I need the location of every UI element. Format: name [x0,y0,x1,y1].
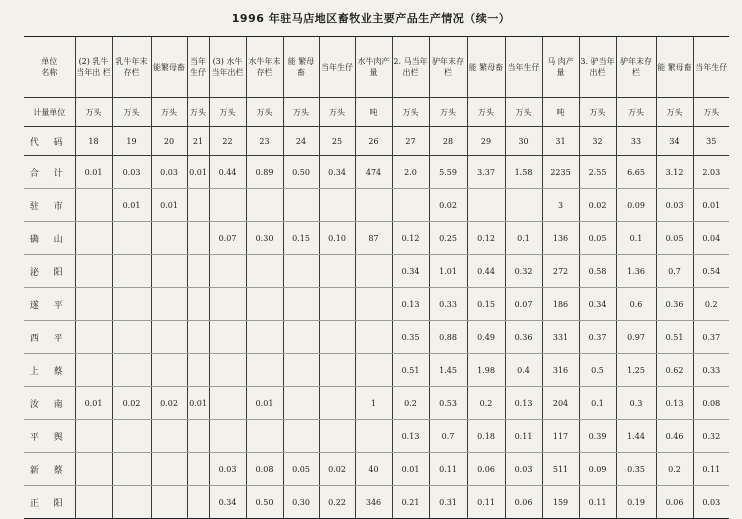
table-cell: 0.4 [505,354,542,387]
row-region-name: 西 平 [24,321,75,354]
table-cell: 0.35 [392,321,429,354]
table-cell [112,486,151,519]
table-cell [319,420,355,453]
code-label: 代 码 [24,127,75,156]
table-cell: 474 [355,156,392,189]
table-row [24,387,729,420]
table-cell [467,189,505,222]
table-cell: 2.0 [392,156,429,189]
table-cell: 0.36 [505,321,542,354]
table-body [24,37,729,519]
table-cell: 0.34 [209,486,246,519]
table-cell: 0.06 [505,486,542,519]
table-cell [75,321,112,354]
table-cell: 0.07 [505,288,542,321]
unit-cell: 万头 [209,98,246,127]
table-cell [187,321,209,354]
table-cell: 0.62 [656,354,693,387]
table-cell [151,255,187,288]
table-cell: 0.88 [429,321,467,354]
table-row [24,156,729,189]
table-cell: 3.12 [656,156,693,189]
table-row [24,222,729,255]
table-cell [283,387,319,420]
table-cell: 0.34 [579,288,616,321]
table-cell: 0.7 [429,420,467,453]
table-cell [355,288,392,321]
code-cell: 32 [579,127,616,156]
table-cell: 0.09 [579,453,616,486]
unit-cell: 吨 [355,98,392,127]
table-cell: 0.02 [151,387,187,420]
table-cell: 0.13 [392,420,429,453]
table-cell: 0.46 [656,420,693,453]
table-cell [75,453,112,486]
code-cell: 35 [693,127,729,156]
table-cell [209,321,246,354]
table-row [24,189,729,222]
table-cell [75,255,112,288]
table-row [24,255,729,288]
code-cell: 20 [151,127,187,156]
table-cell: 0.21 [392,486,429,519]
table-cell: 0.54 [693,255,729,288]
table-row [24,420,729,453]
table-row [24,354,729,387]
table-cell: 0.15 [467,288,505,321]
table-cell [151,222,187,255]
table-cell: 346 [355,486,392,519]
table-cell: 0.08 [246,453,283,486]
table-cell [151,321,187,354]
table-cell: 0.35 [616,453,656,486]
row-region-name: 确 山 [24,222,75,255]
table-cell [112,222,151,255]
table-cell: 0.44 [467,255,505,288]
table-cell [246,321,283,354]
table-cell [187,354,209,387]
code-cell: 33 [616,127,656,156]
table-cell [319,387,355,420]
table-cell: 0.2 [656,453,693,486]
table-cell: 0.11 [467,486,505,519]
code-cell: 18 [75,127,112,156]
table-cell: 0.11 [505,420,542,453]
table-row [24,288,729,321]
column-header: (3) 水牛当年出栏 [209,37,246,98]
livestock-production-table [24,36,729,519]
column-header: 能 繁母畜 [656,37,693,98]
table-cell [151,288,187,321]
table-cell [355,420,392,453]
table-cell: 2235 [542,156,579,189]
table-cell: 0.39 [579,420,616,453]
table-cell: 0.12 [392,222,429,255]
code-cell: 31 [542,127,579,156]
table-cell: 3 [542,189,579,222]
table-cell: 0.01 [112,189,151,222]
table-cell: 117 [542,420,579,453]
table-cell [283,189,319,222]
unit-cell: 万头 [579,98,616,127]
unit-row [24,98,729,127]
table-cell: 0.5 [579,354,616,387]
table-cell: 0.36 [656,288,693,321]
table-cell [283,354,319,387]
row-region-name: 正 阳 [24,486,75,519]
code-cell: 27 [392,127,429,156]
table-cell: 0.02 [319,453,355,486]
table-cell [209,420,246,453]
column-header: 当年生仔 [319,37,355,98]
unit-cell: 万头 [656,98,693,127]
row-region-name: 泌 阳 [24,255,75,288]
table-cell: 0.51 [392,354,429,387]
table-cell [246,288,283,321]
code-cell: 34 [656,127,693,156]
table-cell: 0.10 [319,222,355,255]
table-cell: 0.15 [283,222,319,255]
table-cell [319,354,355,387]
table-cell: 0.07 [209,222,246,255]
table-cell [75,486,112,519]
table-cell [392,189,429,222]
column-header: 乳牛年末存栏 [112,37,151,98]
unit-cell: 万头 [246,98,283,127]
table-cell [246,255,283,288]
table-cell: 1.36 [616,255,656,288]
table-cell [355,189,392,222]
table-cell [112,420,151,453]
table-cell [246,354,283,387]
table-cell: 0.13 [505,387,542,420]
table-cell: 0.1 [579,387,616,420]
column-header: 驴年末存 栏 [429,37,467,98]
row-region-name: 汝 南 [24,387,75,420]
table-cell: 0.01 [151,189,187,222]
table-cell: 0.2 [392,387,429,420]
column-header: 当年生仔 [187,37,209,98]
table-cell: 0.37 [693,321,729,354]
column-header: 2. 马当年出栏 [392,37,429,98]
row-region-name: 新 蔡 [24,453,75,486]
table-cell [246,420,283,453]
table-cell: 0.25 [429,222,467,255]
table-cell: 0.01 [246,387,283,420]
table-cell: 0.2 [467,387,505,420]
table-cell: 0.12 [467,222,505,255]
table-cell [187,486,209,519]
column-header: 当年生仔 [505,37,542,98]
table-cell [112,255,151,288]
table-cell: 2.55 [579,156,616,189]
column-header: 水牛年末存栏 [246,37,283,98]
table-cell: 0.32 [693,420,729,453]
table-cell: 0.13 [392,288,429,321]
table-cell: 0.03 [656,189,693,222]
table-cell: 0.04 [693,222,729,255]
unit-cell: 万头 [505,98,542,127]
table-cell: 0.03 [209,453,246,486]
table-cell: 1.45 [429,354,467,387]
table-cell: 0.01 [75,156,112,189]
table-cell [75,354,112,387]
table-cell: 0.97 [616,321,656,354]
table-cell [283,420,319,453]
table-cell: 5.59 [429,156,467,189]
table-cell: 0.13 [656,387,693,420]
table-cell: 0.89 [246,156,283,189]
table-cell: 331 [542,321,579,354]
table-cell: 0.02 [579,189,616,222]
table-cell: 1 [355,387,392,420]
table-cell: 0.49 [467,321,505,354]
table-cell [112,321,151,354]
table-cell [75,189,112,222]
table-cell: 0.01 [187,387,209,420]
table-cell: 0.01 [693,189,729,222]
table-cell: 0.22 [319,486,355,519]
code-cell: 23 [246,127,283,156]
unit-cell: 吨 [542,98,579,127]
table-cell [187,453,209,486]
table-cell: 0.06 [467,453,505,486]
unit-cell: 万头 [112,98,151,127]
table-cell: 272 [542,255,579,288]
table-cell: 1.58 [505,156,542,189]
table-cell: 511 [542,453,579,486]
table-cell: 0.18 [467,420,505,453]
code-cell: 29 [467,127,505,156]
table-cell: 1.01 [429,255,467,288]
unit-cell: 万头 [467,98,505,127]
unit-cell: 万头 [392,98,429,127]
table-cell: 0.34 [319,156,355,189]
table-cell: 0.02 [429,189,467,222]
table-cell: 0.01 [75,387,112,420]
table-cell: 0.19 [616,486,656,519]
table-cell: 0.01 [187,156,209,189]
row-region-name: 合 计 [24,156,75,189]
table-cell [283,321,319,354]
table-row [24,321,729,354]
table-cell: 186 [542,288,579,321]
table-cell [319,189,355,222]
table-cell [151,420,187,453]
unit-cell: 万头 [187,98,209,127]
table-cell: 204 [542,387,579,420]
table-cell: 0.32 [505,255,542,288]
table-cell [283,255,319,288]
table-cell [187,189,209,222]
table-cell: 0.6 [616,288,656,321]
table-cell: 0.1 [505,222,542,255]
table-cell [151,486,187,519]
row-region-name: 平 舆 [24,420,75,453]
unit-cell: 万头 [151,98,187,127]
table-cell: 0.1 [616,222,656,255]
table-cell: 0.06 [656,486,693,519]
table-cell [319,321,355,354]
column-header: 水牛肉产 量 [355,37,392,98]
table-cell: 159 [542,486,579,519]
table-cell: 0.30 [283,486,319,519]
table-cell [112,288,151,321]
table-cell [355,321,392,354]
table-cell [246,189,283,222]
table-cell [209,387,246,420]
table-cell [209,255,246,288]
table-row [24,453,729,486]
table-cell: 0.05 [283,453,319,486]
table-cell: 0.33 [693,354,729,387]
table-cell [505,189,542,222]
table-cell: 1.44 [616,420,656,453]
code-cell: 28 [429,127,467,156]
table-cell: 316 [542,354,579,387]
table-cell: 0.02 [112,387,151,420]
table-cell: 1.25 [616,354,656,387]
table-cell: 0.03 [505,453,542,486]
code-cell: 22 [209,127,246,156]
table-cell: 136 [542,222,579,255]
table-cell: 0.31 [429,486,467,519]
table-cell: 0.03 [112,156,151,189]
table-cell: 0.58 [579,255,616,288]
table-cell [75,420,112,453]
table-cell [209,288,246,321]
table-cell [187,222,209,255]
table-cell: 0.11 [429,453,467,486]
table-cell: 0.7 [656,255,693,288]
table-cell: 87 [355,222,392,255]
code-cell: 25 [319,127,355,156]
code-cell: 21 [187,127,209,156]
table-cell: 0.50 [283,156,319,189]
table-cell [112,354,151,387]
table-cell [355,255,392,288]
table-cell: 0.33 [429,288,467,321]
table-cell: 0.50 [246,486,283,519]
column-header: 3. 驴当年出栏 [579,37,616,98]
table-cell: 1.98 [467,354,505,387]
table-cell: 0.01 [392,453,429,486]
table-cell: 2.03 [693,156,729,189]
table-cell [187,288,209,321]
table-cell: 0.53 [429,387,467,420]
table-cell [283,288,319,321]
column-header: 马 肉产 量 [542,37,579,98]
code-cell: 24 [283,127,319,156]
table-cell: 0.37 [579,321,616,354]
table-cell [75,222,112,255]
code-cell: 19 [112,127,151,156]
row-region-name: 驻 市 [24,189,75,222]
table-cell: 3.37 [467,156,505,189]
table-cell: 6.65 [616,156,656,189]
table-cell [209,354,246,387]
header-row [24,37,729,98]
table-cell: 0.03 [151,156,187,189]
column-header: 能繁母畜 [151,37,187,98]
unit-cell: 万头 [616,98,656,127]
table-cell: 40 [355,453,392,486]
code-row [24,127,729,156]
table-cell: 0.08 [693,387,729,420]
column-header: 能 繁母畜 [467,37,505,98]
table-cell: 0.09 [616,189,656,222]
code-cell: 30 [505,127,542,156]
unit-cell: 万头 [429,98,467,127]
table-cell: 0.34 [392,255,429,288]
unit-cell: 万头 [75,98,112,127]
table-cell [319,255,355,288]
table-row [24,486,729,519]
code-cell: 26 [355,127,392,156]
table-cell: 0.11 [579,486,616,519]
table-cell: 0.3 [616,387,656,420]
table-cell [112,453,151,486]
column-header: 当年生仔 [693,37,729,98]
unit-cell: 万头 [693,98,729,127]
table-cell: 0.11 [693,453,729,486]
row-region-name: 上 蔡 [24,354,75,387]
table-cell: 0.44 [209,156,246,189]
unit-cell: 万头 [283,98,319,127]
column-header: 能 繁母 畜 [283,37,319,98]
table-cell [151,453,187,486]
table-cell [209,189,246,222]
table-cell: 0.05 [579,222,616,255]
table-cell: 0.51 [656,321,693,354]
table-cell [75,288,112,321]
unit-cell: 万头 [319,98,355,127]
column-header: 驴年末存栏 [616,37,656,98]
table-cell [319,288,355,321]
page-title: 1996 年驻马店地区畜牧业主要产品生产情况（续一） [231,12,511,25]
table-cell [151,354,187,387]
table-cell: 0.2 [693,288,729,321]
unit-label: 计量单位 [24,98,75,127]
table-cell [355,354,392,387]
corner-label: 单位 名称 [24,37,75,98]
row-region-name: 遂 平 [24,288,75,321]
column-header: (2) 乳牛当年出 栏 [75,37,112,98]
table-cell: 0.05 [656,222,693,255]
table-cell [187,420,209,453]
table-cell: 0.03 [693,486,729,519]
table-cell [187,255,209,288]
table-cell: 0.30 [246,222,283,255]
